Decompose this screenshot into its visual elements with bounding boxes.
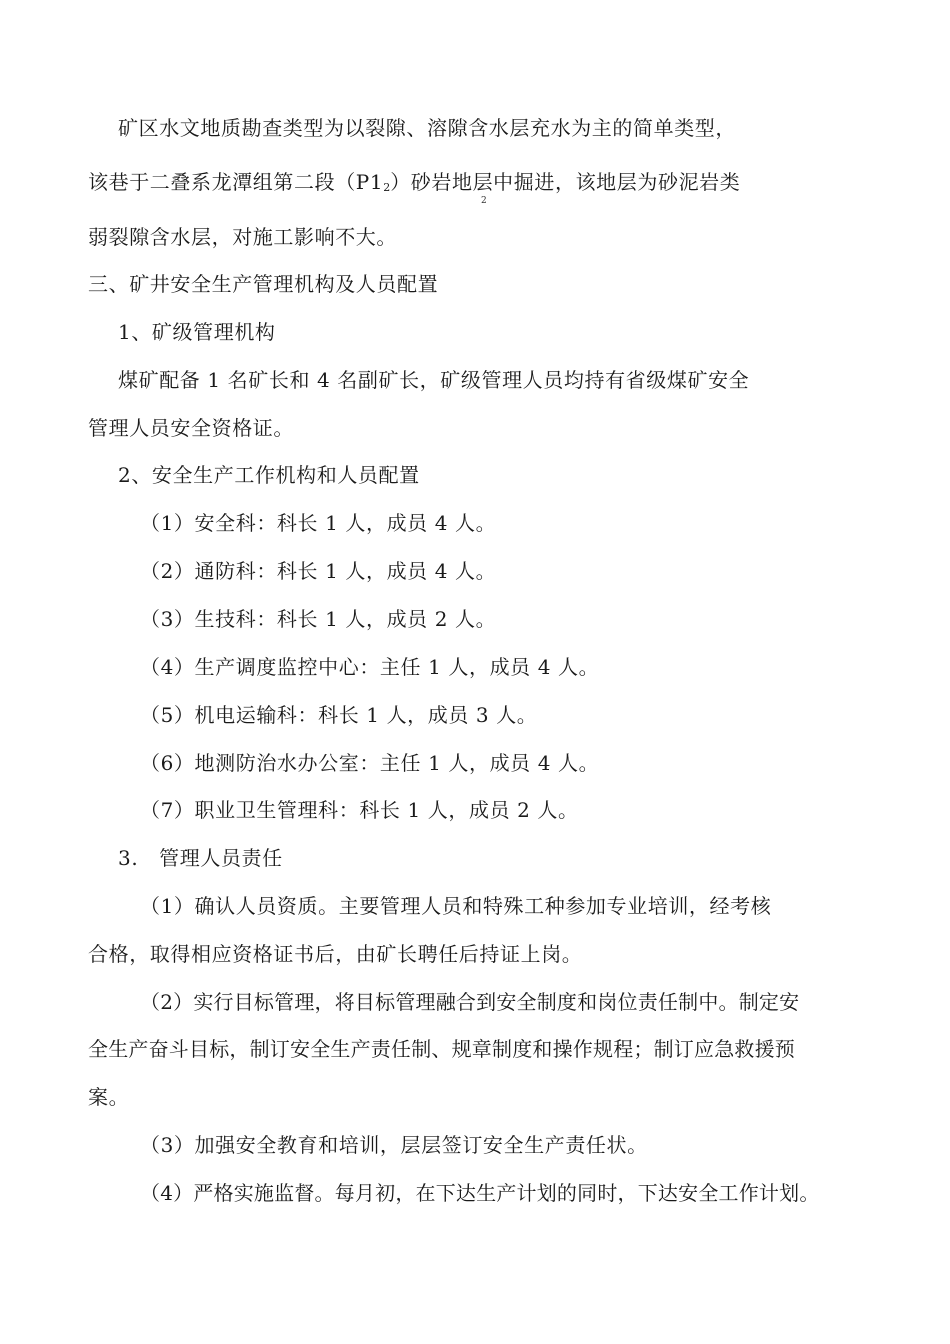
- sub2-item: （4）生产调度监控中心：主任 1 人，成员 4 人。: [140, 655, 600, 679]
- sub1-line1: 煤矿配备 1 名矿长和 4 名副矿长，矿级管理人员均持有省级煤矿安全: [118, 368, 750, 392]
- section3-heading: 三、矿井安全生产管理机构及人员配置: [88, 272, 439, 296]
- sub2-item: （3）生技科：科长 1 人，成员 2 人。: [140, 607, 497, 631]
- sub3-r1-line1: （1）确认人员资质。主要管理人员和特殊工种参加专业培训，经考核: [140, 894, 772, 918]
- sub1-heading: 1、矿级管理机构: [118, 320, 276, 344]
- sub3-r1-line2: 合格，取得相应资格证书后，由矿长聘任后持证上岗。: [88, 942, 583, 966]
- para1-line2: [88, 168, 740, 202]
- page-number-mark: 2: [481, 196, 487, 206]
- para1-line2-post: ）砂岩地层中掘进，该地层为砂泥岩类: [390, 170, 741, 194]
- para1-line1: 矿区水文地质勘查类型为以裂隙、溶隙含水层充水为主的简单类型，: [118, 116, 736, 140]
- para1-line2-subscript: 2: [383, 181, 391, 194]
- sub3-heading: 3. 管理人员责任: [118, 846, 283, 870]
- sub3-r4: （4）严格实施监督。每月初，在下达生产计划的同时，下达安全工作计划。: [140, 1181, 820, 1205]
- sub3-r3: （3）加强安全教育和培训，层层签订安全生产责任状。: [140, 1133, 648, 1157]
- sub3-r2-line2: 全生产奋斗目标，制订安全生产责任制、规章制度和操作规程；制订应急救援预: [88, 1037, 795, 1061]
- sub1-line2: 管理人员安全资格证。: [88, 416, 294, 440]
- sub2-item: （5）机电运输科：科长 1 人，成员 3 人。: [140, 703, 538, 727]
- para1-line3: 弱裂隙含水层，对施工影响不大。: [88, 225, 397, 249]
- sub3-r2-line1: （2）实行目标管理，将目标管理融合到安全制度和岗位责任制中。制定安: [140, 990, 800, 1014]
- sub3-r2-line3: 案。: [88, 1085, 130, 1109]
- sub2-item: （1）安全科：科长 1 人，成员 4 人。: [140, 511, 497, 535]
- sub2-item: （2）通防科：科长 1 人，成员 4 人。: [140, 559, 497, 583]
- para1-line2-pre: 该巷于二叠系龙潭组第二段（P1: [88, 170, 384, 194]
- sub2-item: （7）职业卫生管理科：科长 1 人，成员 2 人。: [140, 798, 579, 822]
- sub2-item: （6）地测防治水办公室：主任 1 人，成员 4 人。: [140, 751, 600, 775]
- sub2-heading: 2、安全生产工作机构和人员配置: [118, 463, 420, 487]
